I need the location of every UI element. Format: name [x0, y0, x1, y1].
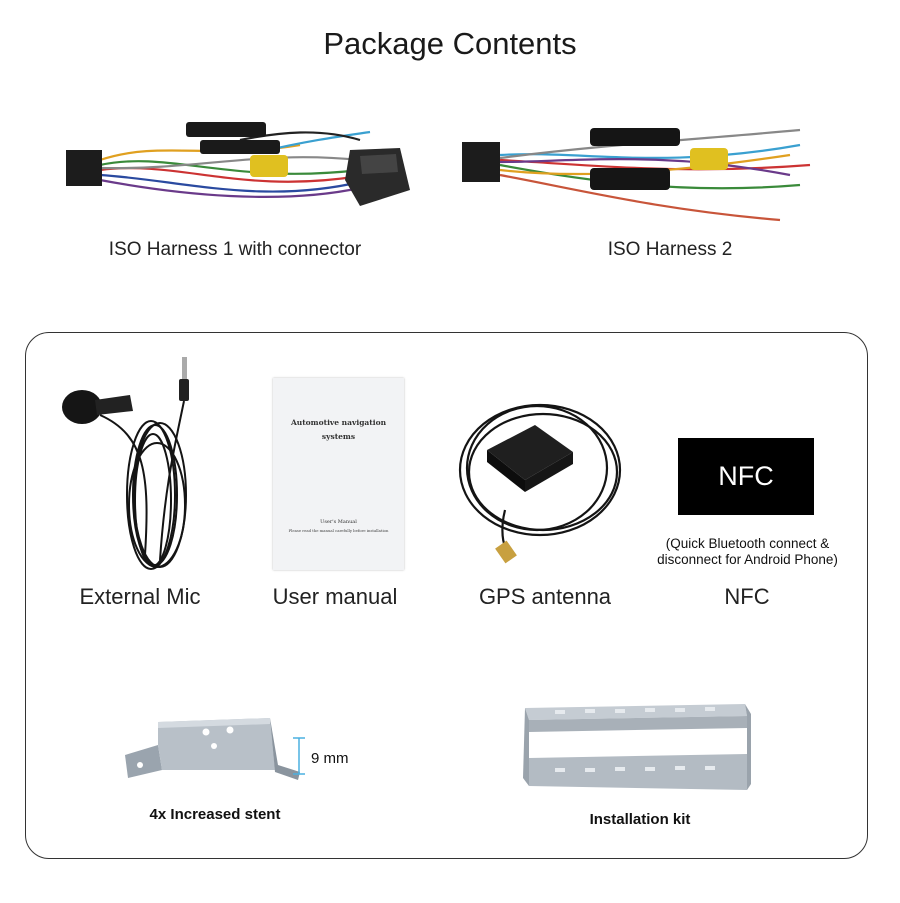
nfc-note: (Quick Bluetooth connect & disconnect for Android Phone)	[657, 536, 838, 567]
manual-heading: Automotive navigation systems	[290, 418, 387, 441]
iso-harness-1-label: ISO Harness 1 with connector	[108, 239, 362, 260]
iso-harness-2-image	[460, 110, 830, 230]
user-manual-image	[273, 378, 404, 570]
manual-subtitle: User's Manual	[320, 519, 357, 525]
iso-harness-1-image	[60, 110, 420, 220]
user-manual-label: User manual	[272, 584, 398, 609]
manual-note: Please read the manual carefully before installation	[288, 528, 389, 533]
gps-antenna-label: GPS antenna	[478, 584, 612, 609]
stent-dimension: 9 mm	[311, 750, 349, 767]
stent-bracket-image	[110, 710, 310, 785]
dimension-marker-icon	[290, 736, 308, 776]
nfc-badge: NFC	[678, 438, 814, 515]
stent-label: 4x Increased stent	[149, 806, 281, 823]
installation-kit-label: Installation kit	[589, 811, 691, 828]
installation-kit-image	[515, 698, 755, 798]
nfc-label: NFC	[724, 584, 770, 609]
iso-harness-2-label: ISO Harness 2	[607, 239, 733, 260]
page-title: Package Contents	[323, 26, 577, 61]
gps-antenna-image	[455, 400, 635, 575]
external-mic-label: External Mic	[79, 584, 201, 609]
external-mic-image	[55, 355, 205, 580]
